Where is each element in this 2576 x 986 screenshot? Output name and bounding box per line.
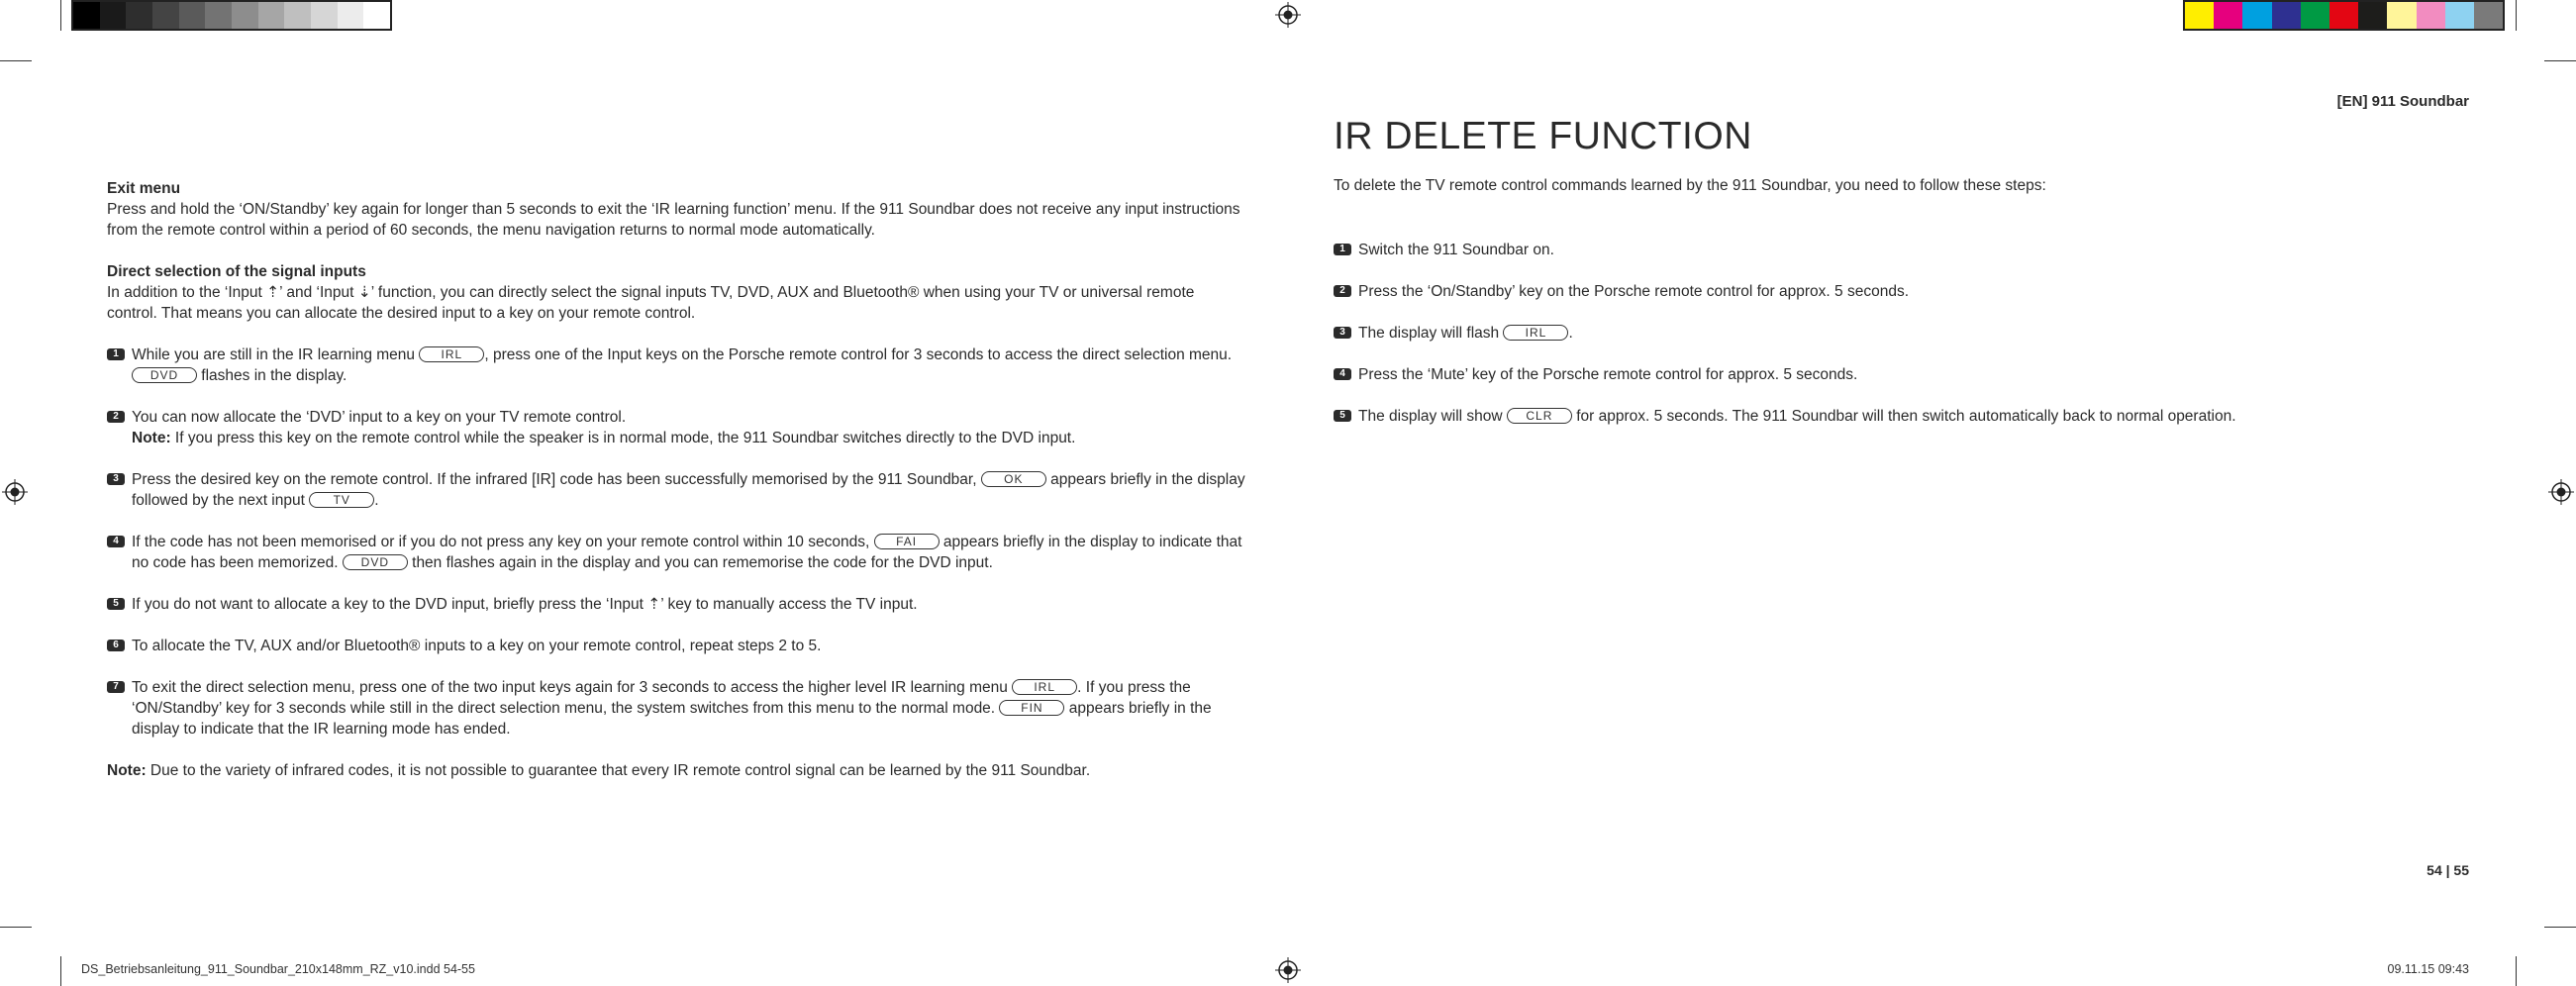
exit-menu-text: Press and hold the ‘ON/Standby’ key again for longer than 5 seconds to exit the ‘IR learning function’ menu. If the 911 Soundbar does not receive any input instructions from the remote control within a period of 60 seconds, the menu navigation returns to normal mode automatically. (107, 201, 1240, 239)
step-number-badge: 5 (107, 598, 125, 610)
colour-swatch (2445, 2, 2474, 29)
registration-mark-icon (2, 479, 28, 505)
colour-swatch (311, 2, 338, 29)
grey-colour-bar (71, 0, 392, 31)
step-number-badge: 4 (1334, 368, 1351, 380)
step-2: 2 Press the ‘On/Standby’ key on the Porsche remote control for approx. 5 seconds. (1334, 281, 2482, 302)
display-indicator: OK (981, 471, 1046, 487)
process-colour-bar (2183, 0, 2505, 31)
input-up-arrow-icon: ⇡ (647, 596, 661, 613)
registration-mark-icon (1275, 957, 1301, 983)
display-indicator: IRL (419, 346, 484, 362)
colour-swatch (205, 2, 232, 29)
colour-swatch (126, 2, 152, 29)
left-page-body (107, 178, 1245, 802)
step-4: 4 Press the ‘Mute’ key of the Porsche remote control for approx. 5 seconds. (1334, 364, 2482, 385)
colour-swatch (100, 2, 127, 29)
registration-mark-icon (2548, 479, 2574, 505)
display-indicator: DVD (132, 367, 197, 383)
step-1: 1 Switch the 911 Soundbar on. (1334, 240, 2482, 260)
colour-swatch (152, 2, 179, 29)
display-indicator: IRL (1012, 679, 1077, 695)
colour-swatch (2272, 2, 2301, 29)
crop-mark (0, 927, 32, 928)
step-3: 3 The display will flash IRL . (1334, 323, 2482, 344)
crop-mark (60, 0, 61, 31)
crop-mark (2516, 956, 2517, 986)
display-indicator: DVD (343, 554, 408, 570)
right-page-body (1334, 175, 2482, 447)
colour-swatch (284, 2, 311, 29)
display-indicator: CLR (1507, 408, 1572, 424)
colour-swatch (232, 2, 258, 29)
step-4: 4 If the code has not been memorised or if you do not press any key on your remote control within 10 seconds, FAI appears briefly in the display to indicate that no code has been memorized. DVD then flashes again in the display and you can rememorise the code for the DVD input. (107, 532, 1245, 573)
colour-swatch (2387, 2, 2416, 29)
colour-swatch (2358, 2, 2387, 29)
colour-swatch (73, 2, 100, 29)
step-number-badge: 1 (1334, 244, 1351, 255)
display-indicator: TV (309, 492, 374, 508)
display-indicator: IRL (1503, 325, 1568, 341)
step-number-badge: 5 (1334, 410, 1351, 422)
display-indicator: FAI (874, 534, 940, 549)
step-2: 2 You can now allocate the ‘DVD’ input to a key on your TV remote control. Note: If you press this key on the remote control while the speaker is in normal mode, the 911 Soundbar switches directly to the DVD input. (107, 407, 1245, 448)
colour-swatch (179, 2, 206, 29)
colour-swatch (2242, 2, 2271, 29)
display-indicator: FIN (999, 700, 1064, 716)
step-number-badge: 4 (107, 536, 125, 547)
slug-filename: DS_Betriebsanleitung_911_Soundbar_210x148mm_RZ_v10.indd 54-55 (81, 962, 475, 976)
crop-mark (2544, 60, 2576, 61)
step-number-badge: 3 (1334, 327, 1351, 339)
colour-swatch (2185, 2, 2214, 29)
crop-mark (2516, 0, 2517, 31)
step-7: 7 To exit the direct selection menu, press one of the two input keys again for 3 seconds to access the higher level IR learning menu IRL . If you press the ‘ON/Standby’ key for 3 seconds while still in the direct selection menu, the system switches from this menu to the normal mode. FIN appears briefly in the display to indicate that the IR learning mode has ended. (107, 677, 1245, 740)
step-5: 5 If you do not want to allocate a key to the DVD input, briefly press the ‘Input ⇡’ key to manually access the TV input. (107, 594, 1245, 615)
step-number-badge: 2 (107, 411, 125, 423)
colour-swatch (338, 2, 364, 29)
step-6: 6 To allocate the TV, AUX and/or Bluetooth® inputs to a key on your remote control, repeat steps 2 to 5. (107, 636, 1245, 656)
registration-mark-icon (1275, 2, 1301, 28)
colour-swatch (258, 2, 285, 29)
colour-swatch (2214, 2, 2242, 29)
crop-mark (60, 956, 61, 986)
page-numbers: 54 | 55 (2427, 862, 2469, 878)
running-header: [EN] 911 Soundbar (2336, 93, 2469, 110)
crop-mark (0, 60, 32, 61)
step-1: 1 While you are still in the IR learning menu IRL , press one of the Input keys on the Porsche remote control for 3 seconds to access the direct selection menu. DVD flashes in the display. (107, 345, 1245, 386)
colour-swatch (2329, 2, 2358, 29)
input-down-arrow-icon: ⇣ (357, 284, 371, 301)
note-label: Note: (132, 430, 171, 446)
step-5: 5 The display will show CLR for approx. 5 seconds. The 911 Soundbar will then switch automatically back to normal operation. (1334, 406, 2482, 427)
colour-swatch (363, 2, 390, 29)
direct-selection-text: In addition to the ‘Input ⇡’ and ‘Input ⇣’ function, you can directly select the signal inputs TV, DVD, AUX and Bluetooth® when using your TV or universal remote control. That means you can allocate the desired input to a key on your remote control. (107, 284, 1195, 322)
final-note: Note: Due to the variety of infrared codes, it is not possible to guarantee that every IR remote control signal can be learned by the 911 Soundbar. (107, 762, 1091, 779)
crop-mark (2544, 927, 2576, 928)
step-number-badge: 1 (107, 348, 125, 360)
slug-date: 09.11.15 09:43 (2387, 962, 2469, 976)
page-title: IR DELETE FUNCTION (1334, 115, 1752, 157)
colour-swatch (2417, 2, 2445, 29)
step-3: 3 Press the desired key on the remote control. If the infrared [IR] code has been successfully memorised by the 911 Soundbar, OK appears briefly in the display followed by the next input TV . (107, 469, 1245, 511)
step-number-badge: 3 (107, 473, 125, 485)
direct-selection-heading: Direct selection of the signal inputs (107, 263, 366, 280)
step-number-badge: 6 (107, 640, 125, 651)
input-up-arrow-icon: ⇡ (266, 284, 280, 301)
note-label: Note: (107, 762, 147, 779)
step-number-badge: 2 (1334, 285, 1351, 297)
intro-text: To delete the TV remote control commands learned by the 911 Soundbar, you need to follow these steps: (1334, 177, 2046, 194)
colour-swatch (2301, 2, 2329, 29)
colour-swatch (2474, 2, 2503, 29)
exit-menu-heading: Exit menu (107, 180, 181, 197)
step-number-badge: 7 (107, 681, 125, 693)
